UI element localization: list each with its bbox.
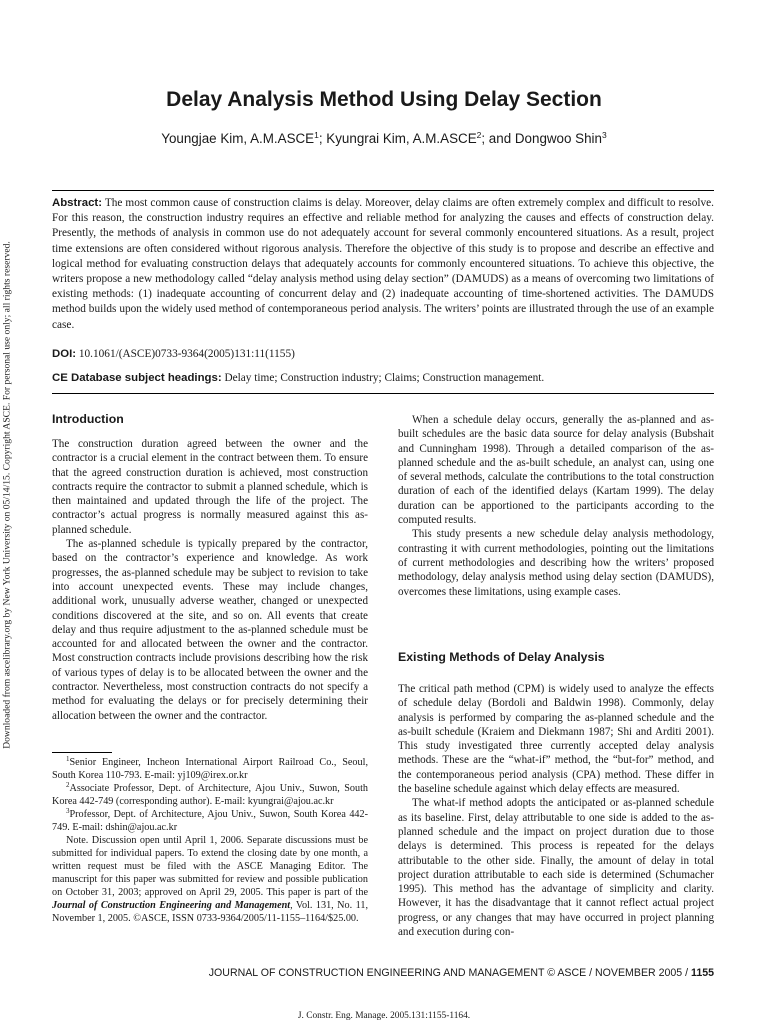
author-affiliation-mark: 2 — [476, 130, 482, 140]
doi-label: DOI: — [52, 348, 77, 360]
body-paragraph: The what-if method adopts the anticipated or as-planned schedule as its baseline. First, delay attributable to one side is added to the as-planned schedule and the impact on project duration due to those delays is determined. This process is repeated for the delays attributable to the other side. Finally, the amount of delay in total project duration attributable to each side is determined (Schumacher 1995). This method has the advantage of simplicity and clarity. However, it has the disadvantage that it cannot reflect actual project progress, or any changes that may have occurred in project planning and execution during con- — [398, 797, 714, 939]
author-separator: ; — [318, 131, 327, 146]
footnote — [52, 756, 368, 782]
footnote-text: Senior Engineer, Incheon International Airport Railroad Co., Seoul, South Korea 110-793. E-mail: yj109@irex.or.kr — [52, 757, 368, 781]
footnote — [52, 782, 368, 808]
body-paragraph: The as-planned schedule is typically prepared by the contractor, based on the contractor’s experience and knowledge. As work progresses, the as-planned schedule may be subject to revision to take into account unexpected events. These may include changes, additional work, unusually adverse weather, changed or unexpected conditions discovered at the site, and so on. All events that create delay and thus require adjustment to the as-planned schedule must be accounted for and allocated between the owner and the contractor. Most construction contracts include provisions describing how the risk of various types of delay is to be allocated between the owner and the contractor. Nevertheless, most construction contracts do not specify a method for evaluating the delays or for precisely determining their allocation between the owner and the contractor. — [52, 538, 368, 722]
author-separator: ; and — [481, 131, 515, 146]
running-footer — [52, 967, 714, 979]
body-paragraph: The critical path method (CPM) is widely used to analyze the effects of schedule delay (Bordoli and Baldwin 1998). Commonly, delay analysis is performed by comparing the as-planned schedule and the as-built schedule (Kraiem and Diekmann 1987; Shi and Arditi 2001). This study investigated three currently accepted delay analysis methods. These are the “what-if” method, the “but-for” method, and the contemporaneous period analysis (CPA) method. These differ in the baseline schedule against which delay effects are measured. — [398, 683, 714, 796]
subject-headings-value: Delay time; Construction industry; Claims; Construction management. — [224, 372, 545, 384]
discussion-note-text: Note. Discussion open until April 1, 2006. Separate discussions must be submitted for individual papers. To extend the closing date by one month, a written request must be filed with the ASCE Managing Editor. The manuscript for this paper was submitted for review and possible publication on October 31, 2003; approved on April 29, 2005. This paper is part of the — [52, 835, 368, 898]
abstract-top-rule — [52, 190, 714, 191]
footnote-rule — [52, 752, 112, 753]
subject-headings-label: CE Database subject headings: — [52, 372, 222, 384]
right-column-bottom — [398, 682, 714, 939]
discussion-note — [52, 834, 368, 925]
author-name: Kyungrai Kim, A.M.ASCE — [326, 131, 477, 146]
doi-line — [52, 347, 714, 362]
running-footer-text: JOURNAL OF CONSTRUCTION ENGINEERING AND MANAGEMENT © ASCE / NOVEMBER 2005 / — [208, 967, 692, 979]
download-notice — [1, 235, 13, 755]
download-notice-text: Downloaded from ascelibrary.org by New York University on 05/14/15. Copyright ASCE. For personal use only; all rights reserved. — [1, 241, 13, 749]
abstract — [52, 196, 714, 333]
author-name: Dongwoo Shin — [514, 131, 602, 146]
doi-value: 10.1061/(ASCE)0733-9364(2005)131:11(1155) — [78, 348, 295, 360]
footnote-mark: 1 — [66, 755, 70, 763]
body-paragraph: This study presents a new schedule delay analysis methodology, contrasting it with current methodologies, pointing out the limitations of current methodologies and describing how the writers’ proposed methodology, delay analysis method using delay section (DAMUDS), overcomes these limitations, using example cases. — [398, 528, 714, 598]
right-column-top — [398, 413, 714, 599]
footnotes — [52, 756, 368, 925]
journal-name: Journal of Construction Engineering and Management — [52, 900, 291, 911]
left-column-body — [52, 437, 368, 723]
body-paragraph: When a schedule delay occurs, generally the as-planned and as-built schedules are the basic data source for delay analysis (Bubshait and Cunningham 1998). Through a detailed comparison of the as-planned schedule and the as-built schedule, an analyst can, using one of several methods, calculate the contributions to the total construction duration of each of the identified delays (Kartam 1999). The delay duration can be apportioned to the participants according to the computed results. — [398, 414, 714, 527]
author-affiliation-mark: 1 — [314, 130, 319, 140]
author-affiliation-mark: 3 — [601, 130, 607, 140]
author-line — [0, 131, 768, 146]
citation-line: J. Constr. Eng. Manage. 2005.131:1155-1164. — [297, 1011, 471, 1021]
abstract-bottom-rule — [52, 393, 714, 394]
footnote-text: Professor, Dept. of Architecture, Ajou Univ., Suwon, South Korea 442-749. E-mail: dshin@ajou.ac.kr — [52, 809, 368, 833]
section-heading-introduction: Introduction — [52, 412, 124, 426]
footnote-text: Associate Professor, Dept. of Architecture, Ajou Univ., Suwon, South Korea 442-749 (corresponding author). E-mail: kyungrai@ajou.ac.kr — [52, 783, 368, 807]
author-name: Youngjae Kim, A.M.ASCE — [161, 131, 315, 146]
footnote — [52, 808, 368, 834]
discussion-note-text: , Vol. 131, No. 11, November 1, 2005. ©ASCE, ISSN 0733-9364/2005/11-1155–1164/$25.00. — [52, 900, 368, 924]
abstract-label: Abstract: — [52, 197, 103, 209]
section-heading-existing-methods: Existing Methods of Delay Analysis — [398, 650, 605, 664]
footnote-mark: 3 — [66, 807, 70, 815]
subject-headings-line — [52, 371, 714, 386]
abstract-text: The most common cause of construction claims is delay. Moreover, delay claims are often extremely complex and difficult to resolve. For this reason, the construction industry requires an effective and reliable method for analyzing the causes and effects of construction delay. Presently, the methods of analysis in common use do not adequately account for several commonly encountered situations. As a result, project time extensions are often considered without rigorous analysis. Therefore the objective of this study is to propose and describe an effective and logical method for evaluating construction delays that adequately accounts for commonly encountered situations. To achieve this objective, the writers propose a new methodology called “delay analysis method using delay section” (DAMUDS) as a means of overcoming two limitations of existing methods: (1) inadequate accounting of concurrent delay and (2) inadequate accounting of time-shortened activities. The DAMUDS method builds upon the widely used method of contemporaneous period analysis. The writers’ points are illustrated through the use of an example case. — [52, 197, 714, 331]
paper-title: Delay Analysis Method Using Delay Section — [166, 88, 602, 111]
body-paragraph: The construction duration agreed between the owner and the contractor is a crucial element in the contract between them. To ensure that the agreed construction duration is achieved, most construction contracts require the contractor to submit a planned schedule, which is then maintained and updated through the life of the project. The contractor’s actual progress is normally measured against this as-planned schedule. — [52, 438, 368, 536]
footnote-mark: 2 — [66, 781, 70, 789]
page-number: 1155 — [691, 967, 714, 979]
